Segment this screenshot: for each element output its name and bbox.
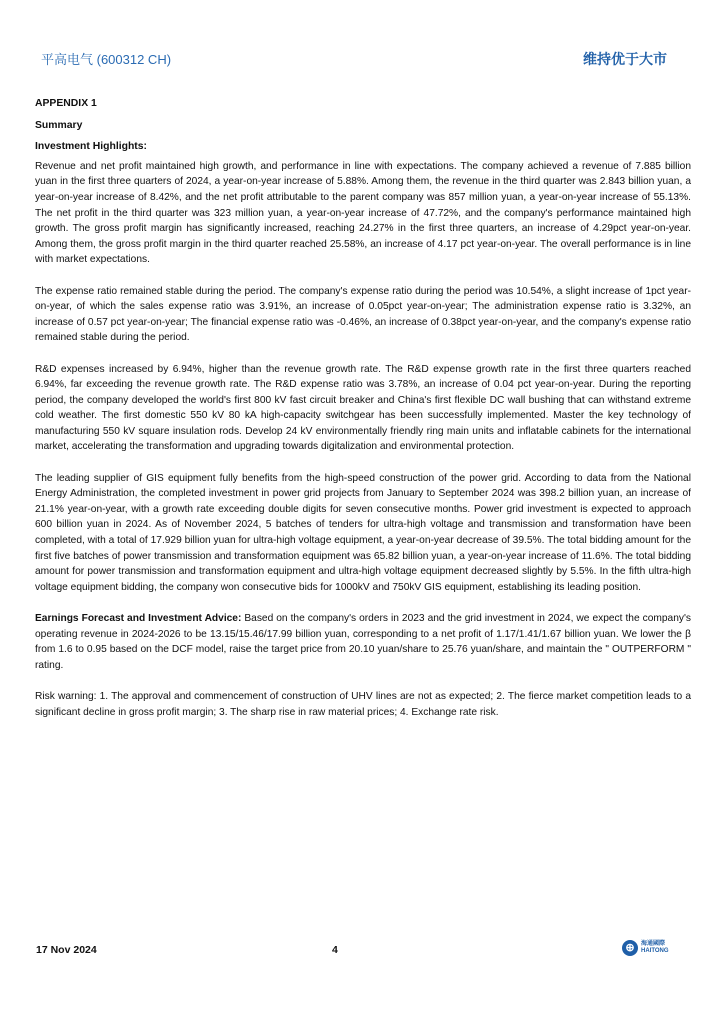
haitong-logo-icon: ⊕ xyxy=(622,940,638,956)
page-number: 4 xyxy=(332,944,338,956)
paragraph-rnd: R&D expenses increased by 6.94%, higher than the revenue growth rate. The R&D expense growth rate in the first three quarters reached 6.94%, far exceeding the revenue growth rate. The R&D expense ratio was 3.78%, an increase of 0.04 pct year-on-year. During the reporting period, the company developed the world's first 800 kV fast circuit breaker and China's first flexible DC wall bushing that can withstand extreme cold weather. The first domestic 550 kV 80 kA high-capacity switchgear has been successfully implemented. Master the key technology of manufacturing 550 kV square insulation rods. Develop 24 kV environmentally friendly ring main units and inflatable cabinets for the international market, accelerating the transformation and upgrading towards digitalization and environmental protection. xyxy=(35,363,691,453)
paragraph-forecast xyxy=(35,611,691,673)
haitong-logo xyxy=(622,940,669,956)
highlights-heading: Investment Highlights: xyxy=(35,141,147,153)
company-ticker: 平高电气 (600312 CH) xyxy=(41,52,172,67)
report-date: 17 Nov 2024 xyxy=(36,944,97,956)
paragraph-risk: Risk warning: 1. The approval and commencement of construction of UHV lines are not as expected; 2. The fierce market competition leads to a significant decline in gross profit margin; 3. The sharp rise in raw material prices; 4. Exchange rate risk. xyxy=(35,690,691,718)
logo-cn: 海通國際 xyxy=(641,941,666,947)
appendix-heading: APPENDIX 1 xyxy=(35,98,97,109)
paragraph-revenue: Revenue and net profit maintained high growth, and performance in line with expectations. The company achieved a revenue of 7.885 billion yuan in the first three quarters of 2024, a year-on-year increase of 5.88%. Among them, the revenue in the third quarter was 2.843 billion yuan, a year-on-year increase of 8.42%, and the net profit attributable to the parent company was 857 million yuan, a year-on-year increase of 55.13%. The net profit in the third quarter was 323 million yuan, a year-on-year increase of 47.72%, and the company's performance maintained high growth. The gross profit margin has significantly increased, reaching 24.27% in the first three quarters, an increase of 4.29pct year-on-year. Among them, the gross profit margin in the third quarter reached 25.58%, an increase of 4.17 pct year-on-year. The overall performance is in line with market expectations. xyxy=(35,160,691,266)
logo-en: HAITONG xyxy=(641,948,669,954)
rating-label: 维持优于大市 xyxy=(583,51,667,67)
forecast-text: Based on the company's orders in 2023 and the grid investment in 2024, we expect the company's operating revenue in 2024-2026 to be 13.15/15.46/17.99 billion yuan, corresponding to a net profit of 1.17/1.41/1.67 billion yuan. We lower the β from 1.6 to 0.95 based on the DCF model, raise the target price from 20.10 yuan/share to 25.76 yuan/share, and maintain the " OUTPERFORM " rating. xyxy=(35,613,691,671)
paragraph-gis: The leading supplier of GIS equipment fully benefits from the high-speed construction of the power grid. According to data from the National Energy Administration, the completed investment in power grid projects from January to September 2024 was 398.2 billion yuan, an increase of 21.1% year-on-year, with a growth rate exceeding double digits for seven consecutive months. Power grid investment is expected to approach 600 billion yuan in 2024. As of November 2024, 5 batches of tenders for ultra-high voltage and transmission and transformation have been completed, with a total of 17.929 billion yuan for ultra-high voltage equipment, a year-on-year decrease of 39.5%. The total bidding amount for the first five batches of power transmission and transformation equipment was 65.82 billion yuan, a year-on-year increase of 11.6%. The total bidding amount for power transmission and transformation equipment and ultra-high voltage equipment decreased slightly by 5.5%. In the fifth ultra-high voltage equipment bidding, the company won consecutive bids for 1000kV and 750kV GIS equipment, establishing its leading position. xyxy=(35,472,691,593)
forecast-label: Earnings Forecast and Investment Advice: xyxy=(35,613,242,624)
summary-heading: Summary xyxy=(35,119,83,131)
paragraph-expense: The expense ratio remained stable during the period. The company's expense ratio during the period was 10.54%, a slight increase of 1pct year-on-year, of which the sales expense ratio was 3.91%, an increase of 0.05pct year-on-year; The administration expense ratio is 3.32%, an increase of 0.57 pct year-on-year; The financial expense ratio was -0.46%, an increase of 0.38pct year-on-year, and the company's expense ratio remained stable during the period. xyxy=(35,285,691,344)
report-body xyxy=(35,96,691,736)
